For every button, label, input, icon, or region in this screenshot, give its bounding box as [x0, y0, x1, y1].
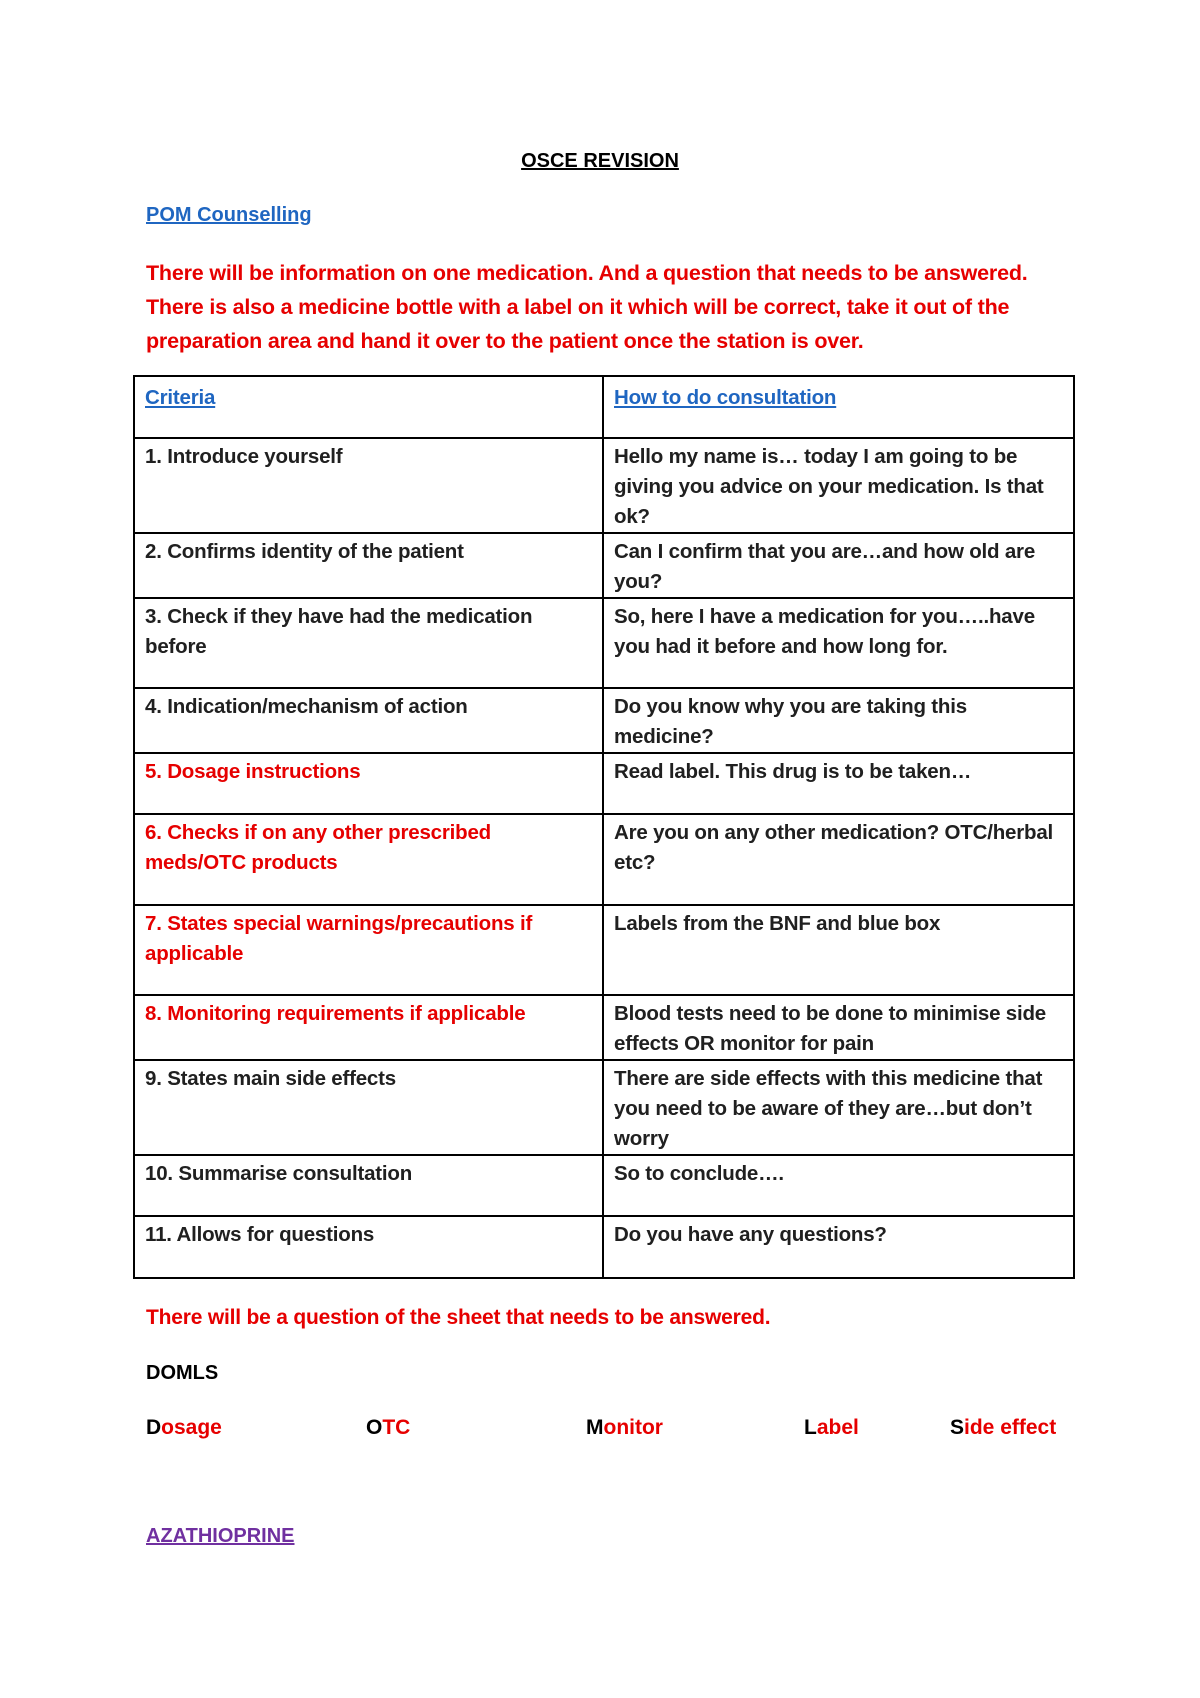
criteria-cell: 9. States main side effects [134, 1060, 603, 1155]
consultation-cell: Are you on any other medication? OTC/herbal etc? [603, 814, 1074, 905]
consultation-cell: Do you have any questions? [603, 1216, 1074, 1278]
table-row [134, 1155, 1074, 1216]
mnemonic-term-label: Label [804, 1416, 859, 1439]
consultation-cell: Do you know why you are taking this medicine? [603, 688, 1074, 753]
table-row [134, 1060, 1074, 1155]
mnemonic-term-side-effect: Side effect [950, 1416, 1057, 1439]
consultation-cell: Hello my name is… today I am going to be giving you advice on your medication. Is that ok? [603, 438, 1074, 533]
table-row [134, 995, 1074, 1060]
table-row [134, 533, 1074, 598]
consultation-cell: Labels from the BNF and blue box [603, 905, 1074, 995]
intro-line: There will be information on one medication. And a question that needs to be answered. [146, 261, 1028, 285]
mnemonic-term-otc: OTC [366, 1416, 411, 1439]
table-header-row [134, 376, 1074, 438]
table-row [134, 814, 1074, 905]
criteria-cell: 1. Introduce yourself [134, 438, 603, 533]
criteria-cell: 8. Monitoring requirements if applicable [134, 995, 603, 1060]
mnemonic-term-monitor: Monitor [586, 1416, 663, 1439]
page-title: OSCE REVISION [521, 150, 679, 172]
consultation-cell: Blood tests need to be done to minimise side effects OR monitor for pain [603, 995, 1074, 1060]
header-criteria: Criteria [134, 376, 603, 438]
criteria-cell: 6. Checks if on any other prescribed meds/OTC products [134, 814, 603, 905]
mnemonic-title: DOMLS [146, 1362, 219, 1384]
table-row [134, 438, 1074, 533]
criteria-cell: 5. Dosage instructions [134, 753, 603, 814]
criteria-cell: 4. Indication/mechanism of action [134, 688, 603, 753]
table-row [134, 753, 1074, 814]
header-consultation: How to do consultation [603, 376, 1074, 438]
consultation-table [133, 375, 1075, 1279]
criteria-cell: 3. Check if they have had the medication before [134, 598, 603, 688]
table-row [134, 688, 1074, 753]
criteria-cell: 7. States special warnings/precautions if applicable [134, 905, 603, 995]
consultation-cell: Can I confirm that you are…and how old are you? [603, 533, 1074, 598]
consultation-cell: Read label. This drug is to be taken… [603, 753, 1074, 814]
section-subtitle: POM Counselling [146, 204, 312, 226]
drug-heading: AZATHIOPRINE [146, 1525, 295, 1547]
mnemonic-term-dosage: Dosage [146, 1416, 222, 1439]
question-note: There will be a question of the sheet that needs to be answered. [146, 1306, 771, 1329]
table-row [134, 1216, 1074, 1278]
criteria-cell: 10. Summarise consultation [134, 1155, 603, 1216]
intro-line: There is also a medicine bottle with a label on it which will be correct, take it out of the [146, 295, 1010, 319]
mnemonic-row [0, 1416, 1200, 1446]
intro-line: preparation area and hand it over to the patient once the station is over. [146, 329, 864, 353]
table-row [134, 598, 1074, 688]
consultation-cell: There are side effects with this medicine that you need to be aware of they are…but don’t worry [603, 1060, 1074, 1155]
table-row [134, 905, 1074, 995]
consultation-cell: So to conclude…. [603, 1155, 1074, 1216]
intro-paragraph [146, 256, 1076, 358]
criteria-cell: 11. Allows for questions [134, 1216, 603, 1278]
consultation-cell: So, here I have a medication for you…..have you had it before and how long for. [603, 598, 1074, 688]
criteria-cell: 2. Confirms identity of the patient [134, 533, 603, 598]
